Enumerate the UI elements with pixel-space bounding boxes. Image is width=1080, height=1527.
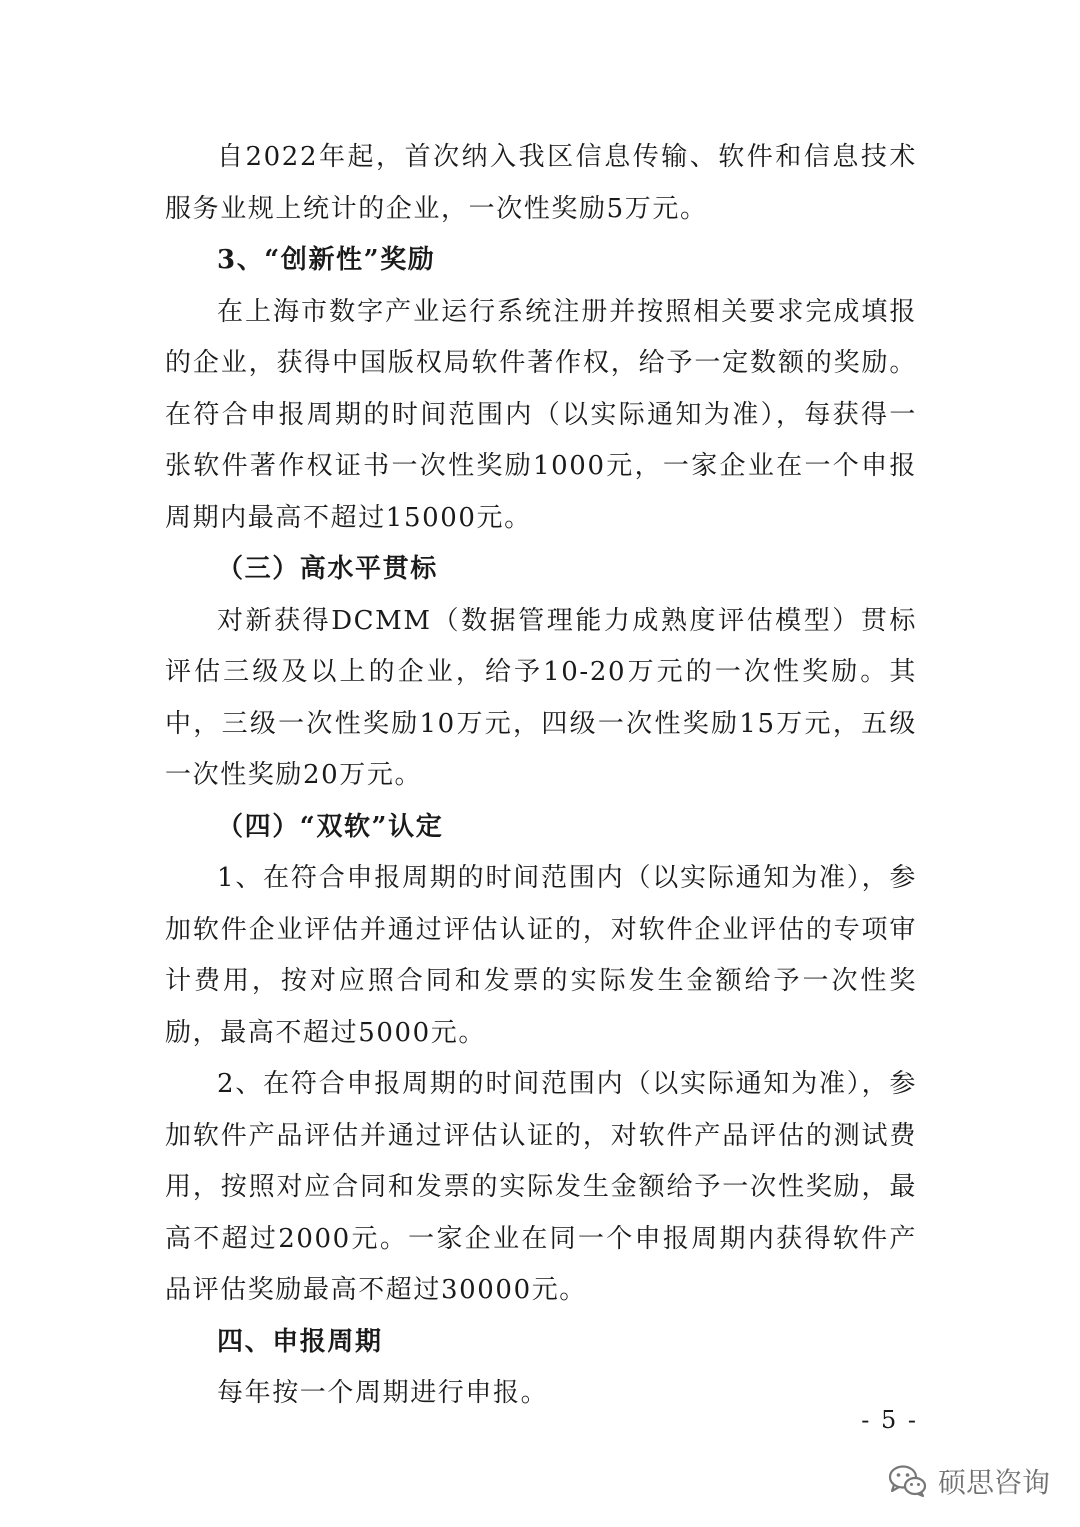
- section-heading: （三）高水平贯标: [217, 554, 438, 584]
- section-heading: 四、申报周期: [217, 1326, 383, 1357]
- page-number: - 5 -: [861, 1406, 918, 1434]
- wechat-icon: [888, 1464, 928, 1498]
- paragraph: 在上海市数字产业运行系统注册并按照相关要求完成填报的企业，获得中国版权局软件著作权，给予一定数额的奖励。在符合申报周期的时间范围内（以实际通知为准），每获得一张软件著作权证书一次性奖励1000元，一家企业在一个申报周期内最高不超过15000元。: [165, 296, 917, 533]
- paragraph: 对新获得DCMM（数据管理能力成熟度评估模型）贯标评估三级及以上的企业，给予10-20万元的一次性奖励。其中，三级一次性奖励10万元，四级一次性奖励15万元，五级一次性奖励20万元。: [165, 605, 917, 790]
- paragraph: 1、在符合申报周期的时间范围内（以实际通知为准），参加软件企业评估并通过评估认证的，对软件企业评估的专项审计费用，按对应照合同和发票的实际发生金额给予一次性奖励，最高不超过5000元。: [165, 863, 917, 1048]
- section-heading: 3、“创新性”奖励: [217, 245, 436, 275]
- paragraph: 每年按一个周期进行申报。: [217, 1378, 549, 1408]
- watermark-text: 硕思咨询: [937, 1466, 1050, 1499]
- paragraph: 自2022年起，首次纳入我区信息传输、软件和信息技术服务业规上统计的企业，一次性奖励5万元。: [165, 142, 917, 224]
- document-body: [165, 132, 917, 1420]
- watermark: [888, 1461, 1050, 1501]
- section-heading: （四）“双软”认定: [217, 811, 444, 842]
- paragraph: 2、在符合申报周期的时间范围内（以实际通知为准），参加软件产品评估并通过评估认证的，对软件产品评估的测试费用，按照对应合同和发票的实际发生金额给予一次性奖励，最高不超过2000元。一家企业在同一个申报周期内获得软件产品评估奖励最高不超过30000元。: [165, 1069, 917, 1305]
